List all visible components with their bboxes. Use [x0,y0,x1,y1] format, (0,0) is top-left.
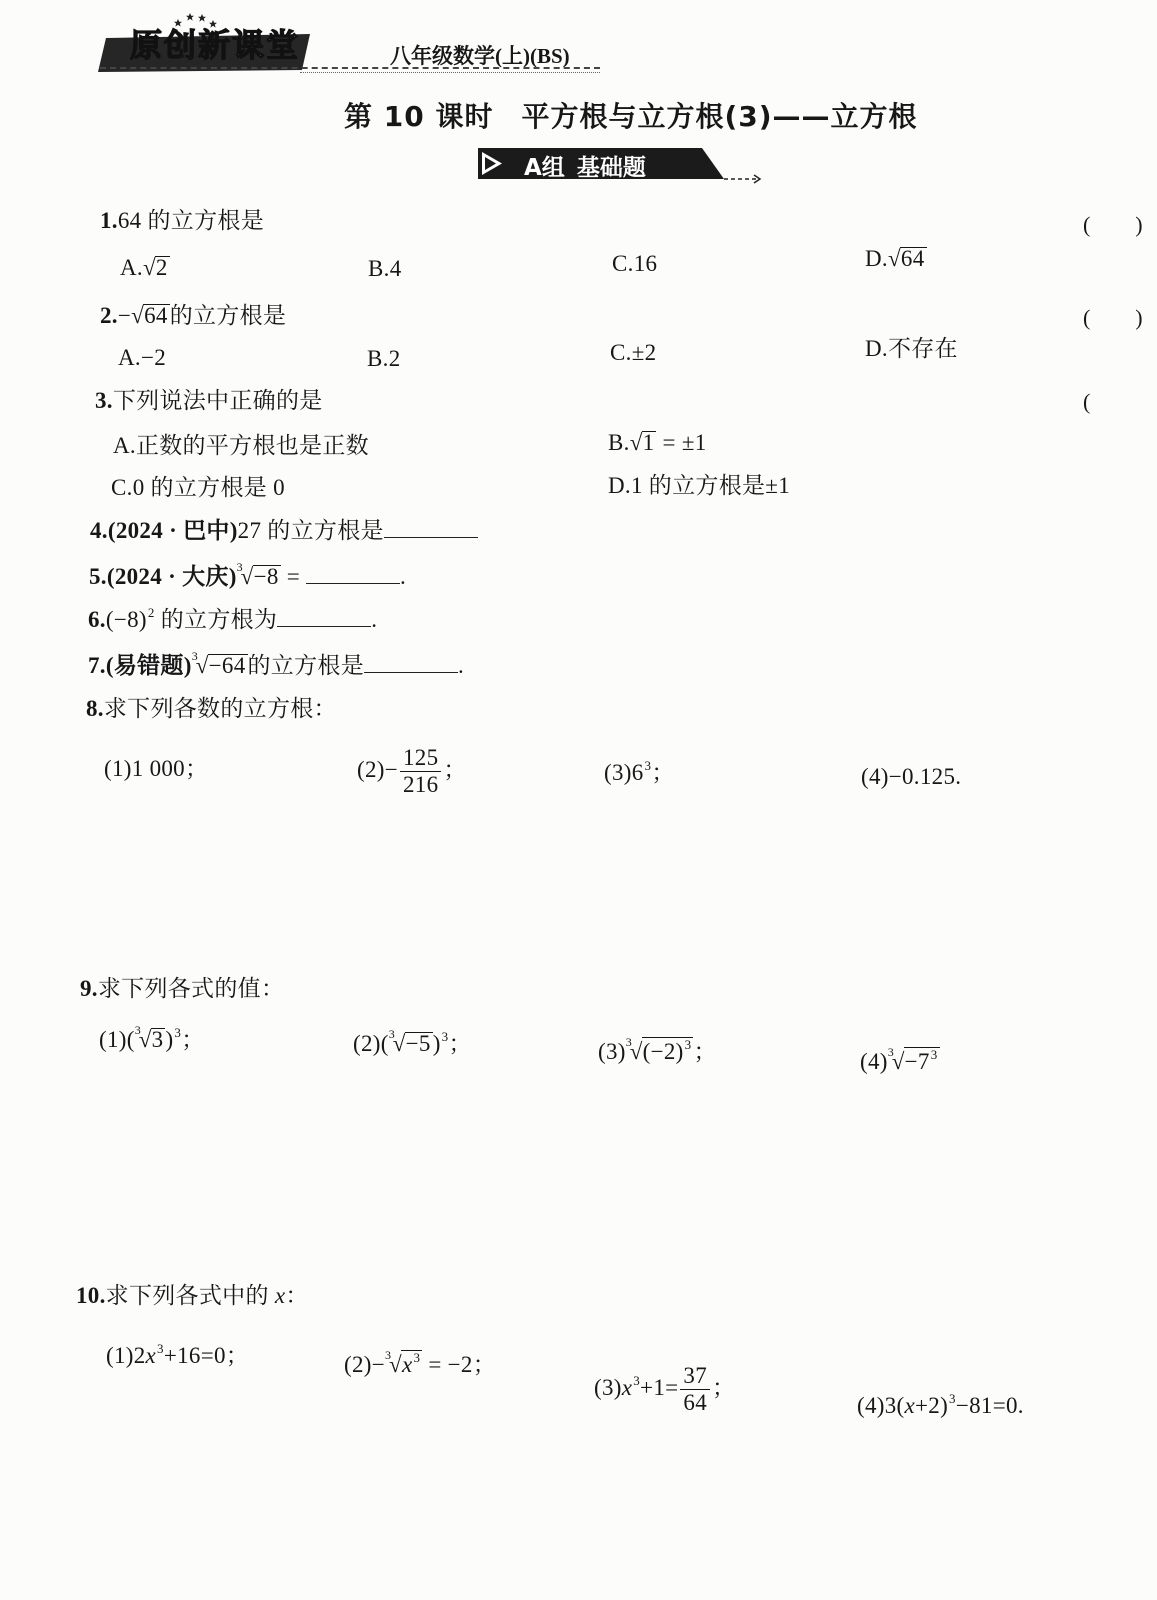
root-index: 3 [134,1023,141,1037]
item-label: (2) [357,756,385,782]
item-label: (1) [106,1343,134,1368]
q10-item-4 [857,1391,1024,1420]
question-stem: 求下列各数的立方根： [103,696,337,721]
radicand: 64 [900,246,925,271]
q9-item-3 [598,1037,717,1066]
question-9 [80,974,284,1003]
question-number: 3. [95,388,113,413]
equation-rest: −81=0. [955,1393,1024,1418]
header-divider-dotted [300,72,600,73]
denominator: 216 [403,772,439,797]
q3-option-d: D.1 的立方根是±1 [608,473,791,498]
q2-option-a: A.−2 [118,345,167,370]
radicand [642,1037,694,1063]
option-label: B. [608,430,630,455]
q8-item-4 [861,762,961,791]
question-10 [76,1281,309,1310]
question-5 [89,562,406,591]
item-label: (4) [861,764,889,789]
item-text: 1 000； [131,756,209,781]
exponent: 3 [684,1037,692,1052]
denominator: 64 [683,1390,707,1415]
exponent: 3 [413,1350,421,1365]
equation-rest: +1= [640,1374,679,1400]
square-root [131,301,170,330]
cube-root [626,1037,694,1066]
cube-root [192,651,248,680]
option-rest: = ±1 [656,430,707,455]
radical-sign: √ [887,246,901,271]
variable: x [145,1343,157,1368]
equation-prefix: 3( [884,1393,905,1418]
exponent: 2 [147,605,155,620]
radical-sign: √ [138,1027,152,1052]
option-label: A. [120,255,143,280]
question-3 [95,386,323,415]
equals-sign: = [280,564,307,589]
exponent: 3 [174,1025,182,1040]
period: . [371,607,378,632]
cube-root [237,562,281,591]
radicand-base: (−2) [642,1039,684,1064]
period: . [400,564,407,589]
q1-option-a [120,253,170,282]
exponent: 3 [157,1341,164,1356]
radical-sign: √ [891,1049,905,1074]
question-number: 2. [100,303,118,328]
variable: x [904,1393,915,1418]
radicand: −64 [208,653,246,678]
q1-option-c: C.16 [612,251,658,276]
item-end: ； [448,1031,472,1056]
fraction [680,1363,710,1416]
book-title: 八年级数学(上)(BS) [390,44,570,68]
section-name: 基础题 [576,155,646,181]
q2-option-d: D.不存在 [865,336,958,361]
section-group: A组 [524,155,565,181]
radicand-base: −7 [904,1049,930,1074]
question-stem: 27 的立方根是 [237,518,384,543]
open-paren: ( [126,1027,135,1052]
item-label: (1) [99,1027,127,1052]
question-stem: 的立方根是 [247,653,364,678]
coefficient: 2 [133,1343,146,1368]
radicand: 64 [144,303,168,328]
open-paren: ( [380,1031,389,1056]
question-stem: 的立方根是 [169,303,287,328]
brand-title: 原创新课堂 [130,26,301,64]
lesson-topic: 平方根与立方根(3)——立方根 [521,100,918,133]
q2-option-b: B.2 [367,346,401,371]
lesson-title [344,95,918,135]
item-label: (2) [353,1031,381,1056]
question-number: 4. [90,518,108,543]
item-end: ； [181,1027,205,1052]
q8-item-3 [604,758,675,787]
root-index: 3 [388,1027,395,1041]
radical-sign: √ [629,1039,643,1064]
radical-sign: √ [131,303,145,328]
item-end: ； [693,1039,717,1064]
item-text: −0.125. [888,764,962,789]
item-label: (4) [860,1049,888,1074]
period: . [458,653,465,678]
cube-root [389,1029,433,1058]
cube-root [888,1047,940,1076]
root-index: 3 [191,649,198,663]
cube-root [385,1350,422,1379]
minus-sign: − [371,1352,385,1377]
square-root [630,428,657,457]
q9-item-2 [353,1029,472,1058]
exponent: 3 [930,1047,938,1062]
item-end: ； [651,760,675,785]
radical-sign: √ [240,564,254,589]
q9-item-1 [99,1025,205,1054]
power-base: (−8) [105,607,147,632]
answer-blank [364,652,458,673]
exponent: 3 [949,1391,956,1406]
radicand: −5 [405,1031,431,1056]
root-index: 3 [625,1035,633,1049]
item-end: ； [443,756,467,782]
radicand: 1 [642,430,655,455]
q1-option-b: B.4 [368,256,402,281]
q10-item-2 [344,1350,496,1379]
header-divider [100,67,600,69]
root-index: 3 [385,1348,392,1362]
radical-sign: √ [195,653,209,678]
radical-sign: √ [389,1352,402,1377]
question-4 [90,516,478,545]
question-number: 5. [89,564,107,589]
radicand: −8 [253,564,279,589]
q3-option-a: A.正数的平方根也是正数 [113,433,369,458]
numerator: 125 [400,745,441,772]
q8-item-2 [357,745,467,798]
radical-sign: √ [142,255,156,280]
item-label: (2) [344,1352,372,1377]
cube-root [135,1025,166,1054]
answer-blank [306,563,400,584]
question-number: 8. [86,696,104,721]
radicand [401,1350,422,1376]
question-stem: 求下列各式中的 [105,1283,275,1308]
question-number: 9. [80,976,98,1001]
variable: x [274,1283,286,1308]
numerator: 37 [680,1363,710,1390]
variable: x [621,1374,633,1400]
q1-option-d [865,244,927,273]
exponent: 3 [633,1372,641,1388]
answer-paren: ( [1083,389,1091,414]
lesson-number: 第 10 课时 [344,100,494,133]
question-2 [100,301,286,330]
equation-rest: +16=0； [163,1343,250,1368]
item-label: (3) [594,1374,622,1400]
question-number: 10. [76,1283,106,1308]
question-stem: 下列说法中正确的是 [112,388,323,413]
q10-item-1 [106,1341,249,1370]
q3-option-c: C.0 的立方根是 0 [111,475,285,500]
colon: ： [285,1283,309,1308]
question-6 [88,605,377,634]
question-1 [100,206,264,235]
q2-option-c: C.±2 [610,340,657,365]
question-8 [86,694,337,723]
equation-rest: = −2； [422,1352,497,1377]
close-paren: ) [165,1027,174,1052]
radicand: 2 [155,255,168,280]
option-label: D. [865,246,888,271]
equation-middle: +2) [915,1393,949,1418]
question-number: 1. [100,208,118,233]
question-source: (2024 · 大庆) [106,564,237,589]
question-stem: 的立方根为 [154,607,278,632]
question-7 [88,651,464,680]
answer-paren: ( ) [1083,305,1143,330]
exponent: 3 [441,1029,449,1044]
item-label: (4) [857,1393,885,1418]
question-number: 6. [88,607,106,632]
question-source: (2024 · 巴中) [107,518,238,543]
radical-sign: √ [392,1031,406,1056]
q10-item-3 [594,1363,735,1416]
q3-option-b [608,428,707,457]
question-stem: 64 的立方根是 [117,208,265,233]
square-root [888,244,927,273]
q9-item-4 [860,1047,940,1076]
q8-item-1 [104,754,208,783]
root-index: 3 [236,560,243,574]
square-root [143,253,170,282]
section-title [524,149,646,182]
item-label: (3) [604,760,632,785]
question-number: 7. [88,653,106,678]
power-base: 6 [631,760,644,785]
minus-sign: − [384,756,398,782]
question-tag: (易错题) [105,653,192,678]
minus-sign: − [117,303,132,328]
item-end: ； [712,1374,736,1400]
radicand: 3 [151,1027,164,1052]
fraction [400,745,441,798]
radical-sign: √ [629,430,643,455]
answer-blank [277,606,371,627]
variable: x [401,1352,413,1377]
question-stem: 求下列各式的值： [97,976,285,1001]
item-label: (3) [598,1039,626,1064]
radicand [904,1047,940,1073]
answer-paren: ( ) [1083,212,1143,237]
item-label: (1) [104,756,132,781]
exponent: 3 [644,758,652,773]
close-paren: ) [432,1031,441,1056]
root-index: 3 [887,1045,895,1059]
answer-blank [384,517,478,538]
